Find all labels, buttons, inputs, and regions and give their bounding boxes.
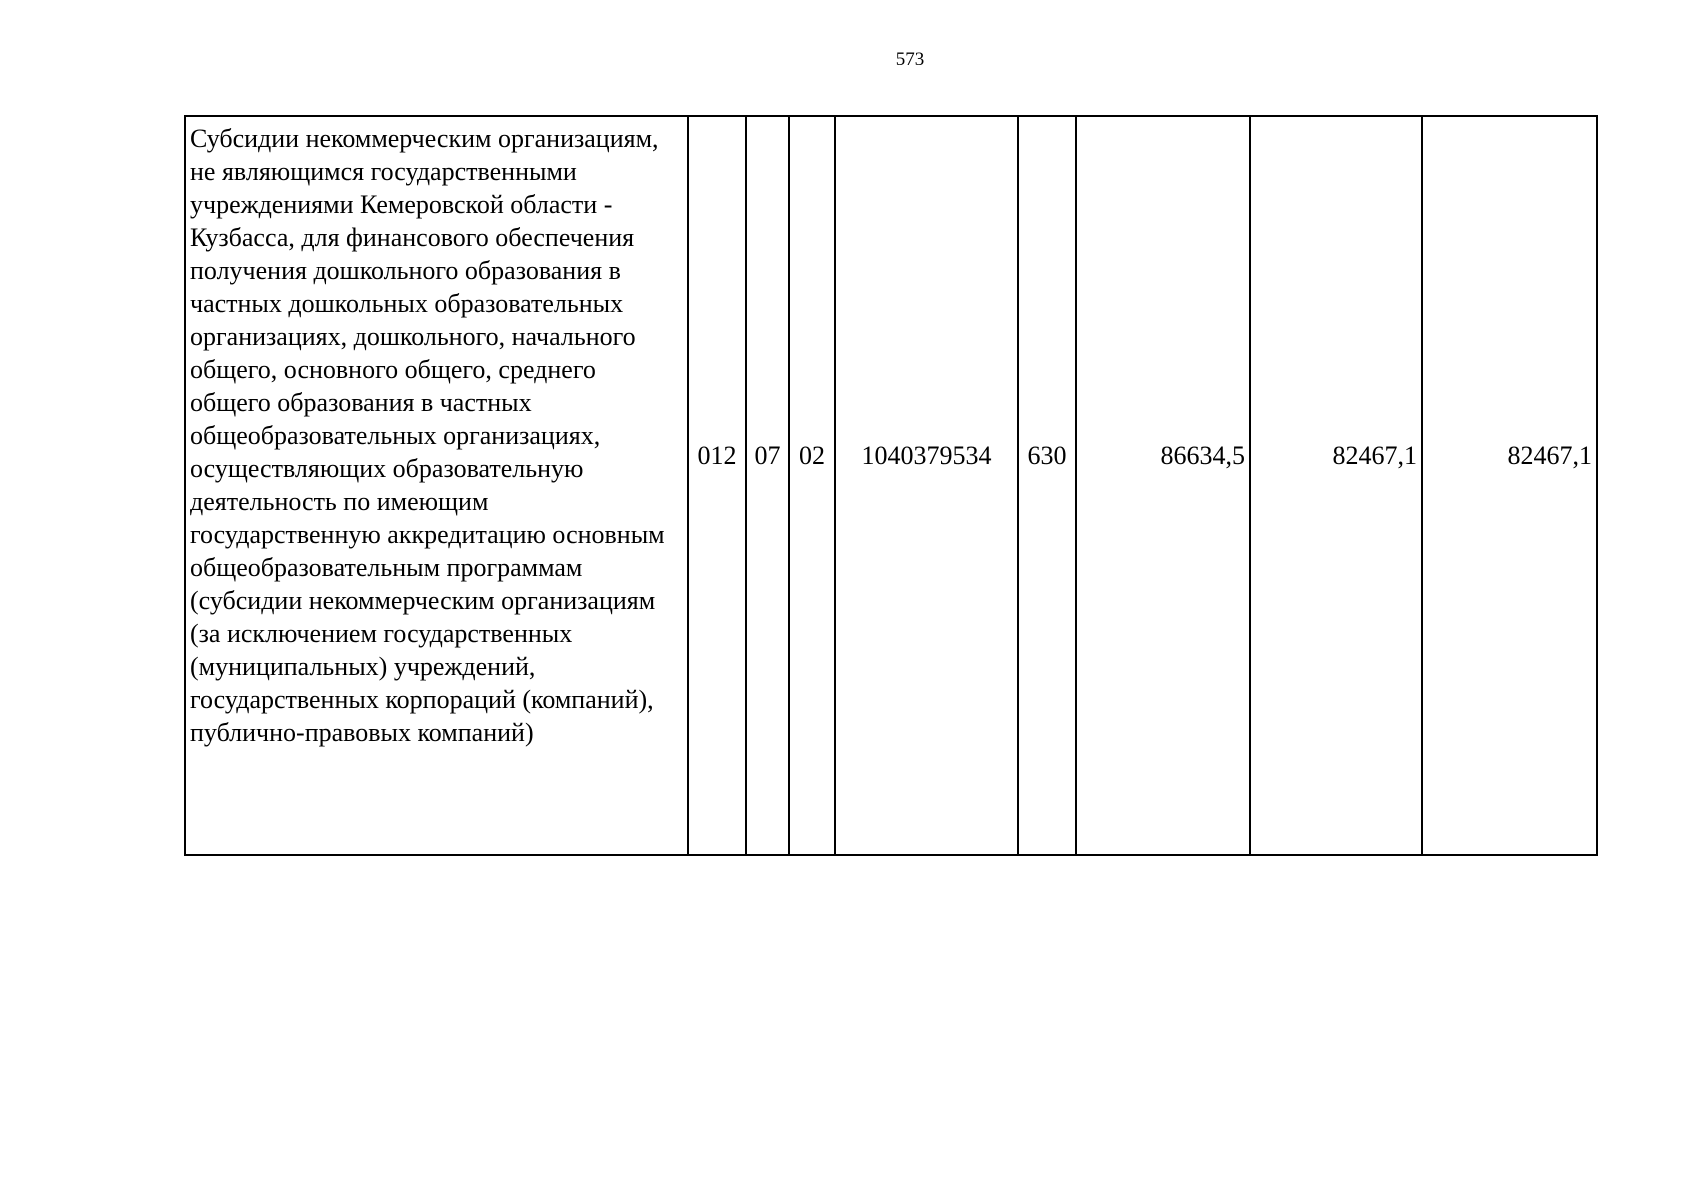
description-text: Субсидии некоммерческим организациям, не являющимся государственными учреждениями Кемеровской области - Кузбасса, для финансового обеспечения получения дошкольного образования в частных дошкольных образовательных организациях, дошкольного, начального общего, основного общего, среднего общего образования в частных общеобразовательных организациях, осуществляющих образовательную деятельность по имеющим государственную аккредитацию основным общеобразовательным программам (субсидии некоммерческим организациям (за исключением государственных (муниципальных) учреждений, государственных корпораций (компаний), публично-правовых компаний) xyxy=(190,124,665,747)
section-code-cell xyxy=(746,116,789,855)
amount-year-3-cell xyxy=(1422,116,1597,855)
ministry-code: 012 xyxy=(697,440,737,470)
subsection-code: 02 xyxy=(799,440,825,470)
expense-type: 630 xyxy=(1027,440,1067,470)
target-article-cell xyxy=(835,116,1018,855)
expense-type-cell xyxy=(1018,116,1076,855)
subsection-code-cell xyxy=(789,116,835,855)
section-code: 07 xyxy=(754,440,781,470)
ministry-code-cell xyxy=(688,116,746,855)
target-article: 1040379534 xyxy=(861,440,992,470)
description-cell xyxy=(185,116,688,855)
amount-year-3: 82467,1 xyxy=(1507,440,1592,470)
budget-table xyxy=(184,115,1598,856)
amount-year-1: 86634,5 xyxy=(1160,440,1245,470)
amount-year-2-cell xyxy=(1250,116,1422,855)
page-number: 573 xyxy=(895,49,925,70)
amount-year-1-cell xyxy=(1076,116,1250,855)
table-row xyxy=(185,116,1597,855)
amount-year-2: 82467,1 xyxy=(1332,440,1417,470)
